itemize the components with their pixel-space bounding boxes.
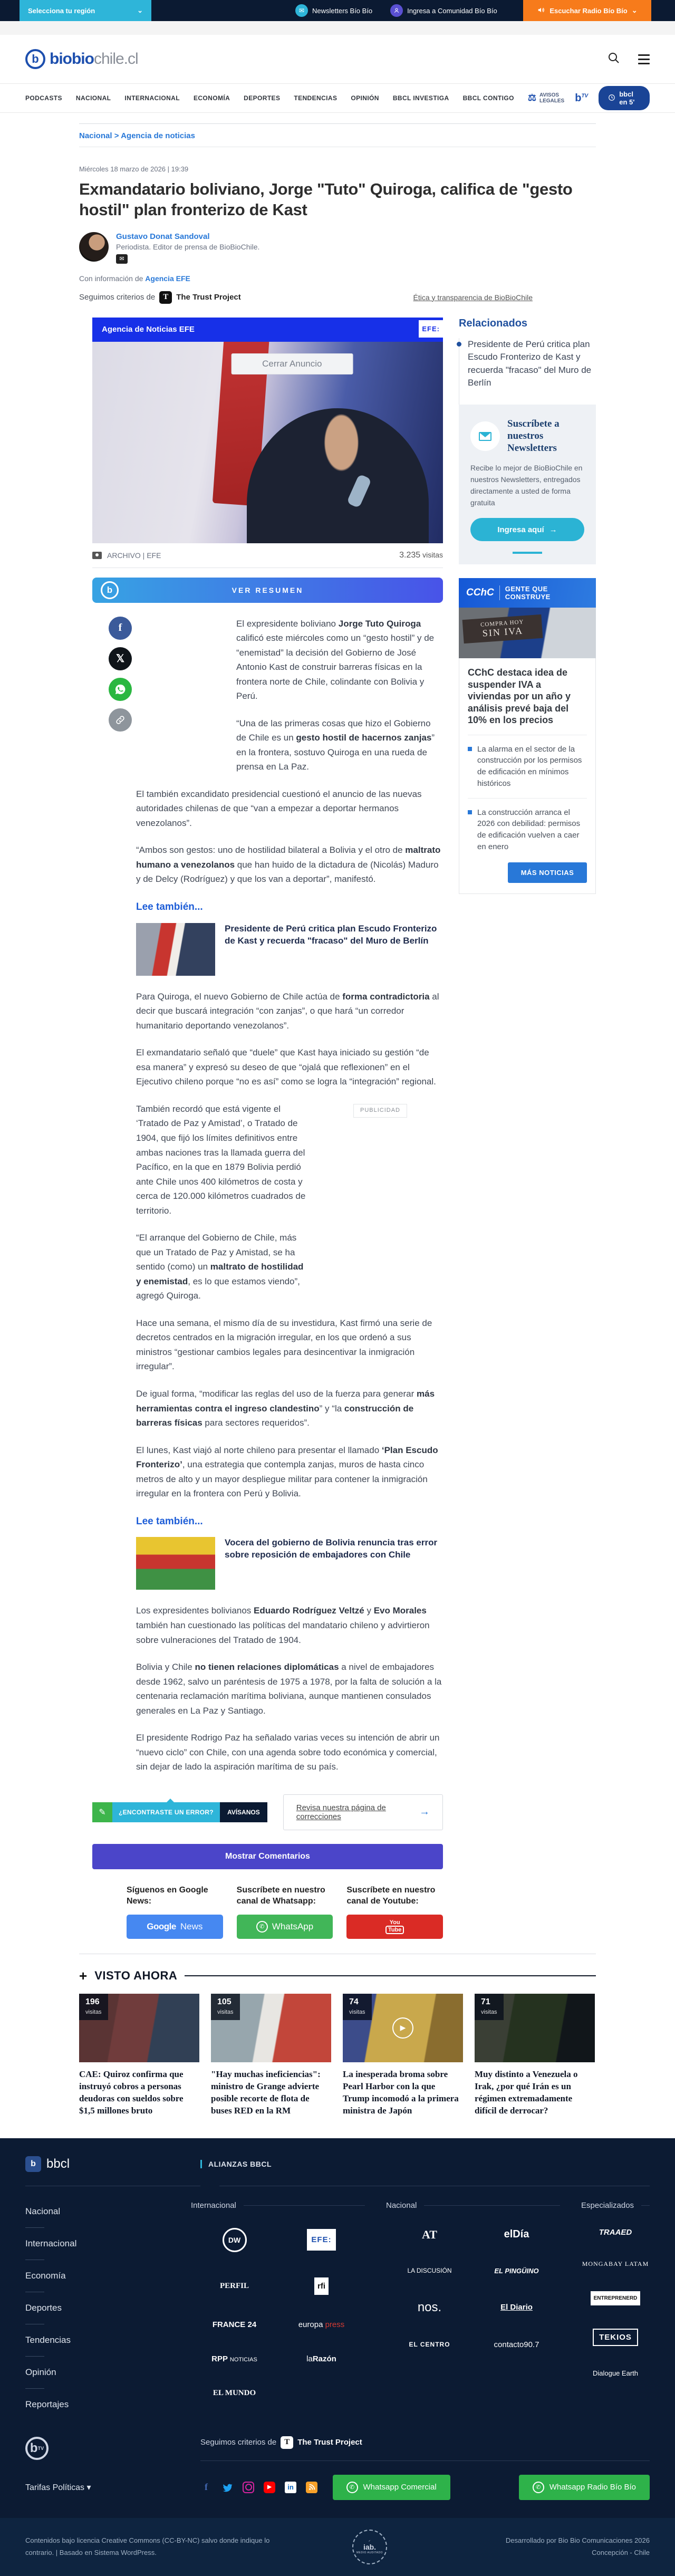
check-icon: ✓	[368, 2539, 371, 2543]
menu-icon[interactable]	[638, 54, 650, 64]
whatsapp-channel-label: Suscríbete en nuestro canal de Whatsapp:	[236, 1885, 325, 1906]
paragraph: El expresidente boliviano Jorge Tuto Quiroga calificó este miércoles como un “gesto hostil” y de “enemistad” la decisión del Gobierno de José Antonio Kast de construir barreras físicas en la frontera norte de Chile, colindante con Bolivia y Perú.	[236, 618, 435, 701]
paragraph: Los expresidentes bolivianos Eduardo Rodríguez Veltzé y Evo Morales también han cuestionado las políticas del mandatario chileno y advirtieron sobre vulneraciones del Tratado de 1904.	[136, 1606, 430, 1645]
paragraph: El lunes, Kast viajó al norte chileno para presentar el llamado ‘Plan Escudo Fronterizo’, una estrategia que contempla zanjas, muros de hasta cinco metros de alto y un mayor despliegue militar para contener la inmigración irregular en la frontera con Perú y Bolivia.	[136, 1445, 438, 1499]
partner-logo-traaed[interactable]: TRAAED	[599, 2227, 632, 2237]
nav-item-nacional[interactable]: NACIONAL	[75, 94, 111, 102]
paragraph: El también excandidato presidencial cuestionó el anuncio de las nuevas autoridades chilenas de que “van a empezar a deportar hermanos venezolanos”.	[136, 789, 422, 828]
efe-banner-label: Agencia de Noticias EFE	[102, 325, 195, 334]
whatsapp-icon: ✆	[533, 2482, 544, 2493]
site-header	[0, 35, 675, 83]
developer-credit: Desarrollado por Bio Bio Comunicaciones 2026 Concepción - Chile	[505, 2536, 650, 2556]
facebook-icon[interactable]: f	[205, 2482, 208, 2493]
footer-nav-deportes[interactable]: Deportes	[25, 2302, 62, 2313]
nav-item-internacional[interactable]: INTERNACIONAL	[124, 94, 180, 102]
read-also-title[interactable]: Presidente de Perú critica plan Escudo Fronterizo de Kast y recuerda "fracaso" del Muro de Berlín	[225, 923, 437, 946]
whatsapp-radio-button[interactable]: ✆ Whatsapp Radio Bío Bío	[519, 2475, 650, 2500]
nav-item-avisos-legales[interactable]: ⚖ AVISOS LEGALES	[527, 92, 565, 104]
footer-social-icons	[200, 2482, 317, 2493]
camera-icon	[92, 552, 102, 559]
biobio-mini-logo: b	[101, 581, 119, 599]
youtube-icon: You Tube	[385, 1919, 404, 1934]
author-role: Periodista. Editor de prensa de BioBioChile.	[116, 242, 260, 251]
nav-item-bbcl-contigo[interactable]: BBCL CONTIGO	[462, 94, 514, 102]
author-name[interactable]: Gustavo Donat Sandoval	[116, 232, 210, 241]
top-utility-bar	[0, 0, 675, 21]
facebook-share-button[interactable]: f	[109, 617, 132, 640]
paragraph: Para Quiroga, el nuevo Gobierno de Chile actúa de forma contradictoria al decir que buscará integración “con zanjas”, o que hará “un corredor humanitario deportando venezolanos”.	[136, 991, 439, 1031]
alianzas-heading: ALIANZAS BBCL	[200, 2160, 272, 2168]
chevron-down-icon: ⌄	[137, 6, 143, 14]
article-body	[136, 617, 443, 1787]
corrections-box	[283, 1794, 443, 1830]
justice-scale-icon: ⚖	[527, 92, 536, 103]
views-badge: 71 visitas	[475, 1994, 504, 2020]
newsletter-widget	[459, 405, 596, 564]
share-rail	[79, 617, 136, 1787]
whatsapp-icon: ✆	[256, 1921, 268, 1933]
btv-logo[interactable]: $b^{TV}$	[575, 92, 589, 104]
visto-card-image	[343, 1994, 463, 2062]
partner-logo-dw[interactable]: DW	[223, 2228, 247, 2252]
trust-project-label[interactable]: The Trust Project	[297, 2438, 362, 2447]
visto-card[interactable]	[211, 1994, 331, 2117]
partner-logo-perfil[interactable]: PERFIL	[219, 2281, 249, 2290]
partner-logo-mongabay[interactable]: MONGABAY LATAM	[582, 2260, 649, 2267]
gnews-label: Síguenos en Google News:	[127, 1885, 208, 1906]
alliance-group-especializados: Especializados TRAAED MONGABAY LATAM ENTREPRENERD TEKIOS Dialogue Earth	[581, 2200, 649, 2377]
play-icon[interactable]: ▶	[392, 2017, 413, 2039]
google-news-button[interactable]: Google News	[127, 1915, 223, 1939]
partner-logo-larazon[interactable]: laRazón	[306, 2354, 336, 2363]
sidebar	[459, 318, 596, 1954]
copy-link-button[interactable]	[109, 708, 132, 732]
logo-text-bold: biobio	[50, 50, 94, 68]
youtube-channel-label: Suscríbete en nuestro canal de Youtube:	[346, 1885, 436, 1906]
iab-audit-badge: ✓ iab. MEDIO AUDITADO	[352, 2530, 387, 2564]
show-comments-button[interactable]: Mostrar Comentarios	[92, 1844, 443, 1869]
more-news-button[interactable]: MÁS NOTICIAS	[508, 862, 587, 883]
whatsapp-icon: ✆	[346, 2482, 358, 2493]
paragraph: “Una de las primeras cosas que hizo el Gobierno de Chile es un gesto hostil de hacernos zanjas” en la frontera, sostuvo Quiroga en una rueda de prensa en La Paz.	[236, 718, 435, 772]
cchc-logo: CChC	[466, 587, 494, 599]
speaker-icon	[537, 6, 545, 15]
ad-sign: COMPRA HOY SIN IVA	[462, 614, 543, 643]
pencil-icon: ✎	[92, 1802, 112, 1822]
related-item[interactable]	[459, 338, 596, 405]
arrow-right-icon: →	[549, 525, 557, 534]
alliance-group-nacional: Nacional AT elDía LA DISCUSIÓN EL PINGÜINO nos. El Diario EL CENTRO contacto90.7	[386, 2201, 560, 2415]
biobio-logo-icon: b	[25, 49, 45, 69]
corrections-row	[92, 1794, 443, 1830]
footer-nav-nacional[interactable]: Nacional	[25, 2206, 61, 2216]
community-label: Ingresa a Comunidad Bío Bío	[407, 6, 497, 15]
partner-logo-dialogue-earth[interactable]: Dialogue Earth	[593, 2369, 638, 2377]
visto-ahora-grid	[79, 1994, 596, 2138]
footer-nav	[25, 2201, 191, 2415]
footer-nav-opinion[interactable]: Opinión	[25, 2367, 56, 2377]
plus-icon: +	[79, 1967, 88, 1984]
trust-project-icon: T	[159, 291, 172, 304]
related-item-title[interactable]: Presidente de Perú critica plan Escudo Fronterizo de Kast y recuerda "fracaso" del Muro de Berlín	[468, 339, 592, 388]
error-cta-label: AVÍSANOS	[220, 1802, 267, 1822]
partner-logo-ladiscusion[interactable]: LA DISCUSIÓN	[407, 2267, 452, 2275]
speaker-silhouette	[247, 408, 429, 543]
arrow-right-icon: →	[419, 1806, 430, 1818]
byline	[79, 232, 596, 264]
footer-trust-row: Seguimos criterios de T The Trust Project	[200, 2436, 650, 2449]
summary-button-label: VER RESUMEN	[232, 585, 304, 594]
site-footer	[0, 2138, 675, 2576]
efe-logo: EFE:	[419, 320, 443, 338]
efe-ad-banner[interactable]	[92, 318, 443, 342]
partner-logo-france24[interactable]: FRANCE 24	[212, 2320, 257, 2329]
partner-logo-efe[interactable]: EFE:	[307, 2229, 335, 2251]
footer-nav-tendencias[interactable]: Tendencias	[25, 2334, 71, 2345]
breadcrumb-section[interactable]: Nacional	[79, 131, 112, 140]
collapsed-ad-placeholder	[136, 617, 236, 770]
bullet-icon	[468, 810, 472, 814]
partner-logo-contacto907[interactable]: contacto90.7	[494, 2340, 539, 2349]
whatsapp-share-button[interactable]	[109, 678, 132, 701]
partner-logo-eldia[interactable]: elDía	[504, 2228, 529, 2241]
bbcl-en-5-button[interactable]	[599, 86, 650, 110]
visto-card[interactable]	[343, 1994, 463, 2117]
region-selector-label: Selecciona tu región	[28, 6, 95, 15]
trust-row	[79, 291, 596, 304]
views-count: 3.235	[399, 550, 421, 560]
nav-item-deportes[interactable]: DEPORTES	[244, 94, 281, 102]
footer-nav-economia[interactable]: Economía	[25, 2270, 66, 2281]
cchc-ad-banner[interactable]	[459, 578, 596, 608]
partner-logo-entreprenerd[interactable]: ENTREPRENERD	[591, 2291, 641, 2305]
partner-logo-at[interactable]: AT	[422, 2227, 437, 2241]
author-avatar[interactable]	[79, 232, 109, 262]
paragraph: Hace una semana, el mismo día de su investidura, Kast firmó una serie de decretos centrados en la migración irregular, en los que ordenó a sus ministros “gestionar cambios legales para desincentivar la inmigración irregular”.	[136, 1318, 432, 1372]
corrections-link[interactable]: Revisa nuestra página de correcciones	[296, 1803, 386, 1821]
article-column	[79, 318, 443, 1954]
visto-ahora-heading: VISTO AHORA	[94, 1969, 178, 1983]
x-share-button[interactable]: 𝕏	[109, 647, 132, 670]
site-logo[interactable]	[25, 49, 138, 69]
views-label: visitas	[422, 550, 443, 559]
bbcl-logo-icon: b	[25, 2156, 41, 2172]
footer-legal-strip	[0, 2518, 675, 2576]
visto-card[interactable]	[79, 1994, 199, 2117]
paragraph: Bolivia y Chile no tienen relaciones diplomáticas a nivel de embajadores desde 1962, salvo un paréntesis de 1975 a 1978, por la falta de solución a la centenaria reclamación marítima boliviana, aunque mantienen consulados generales en La Paz y Santiago.	[136, 1662, 442, 1716]
twitter-icon[interactable]	[221, 2482, 233, 2493]
search-icon[interactable]	[608, 52, 620, 67]
partner-logo-elpinguino[interactable]: EL PINGÜINO	[494, 2266, 539, 2275]
bullet-icon	[468, 747, 472, 751]
partner-logo-eldiario[interactable]: El Diario	[500, 2303, 533, 2312]
visto-card-title[interactable]: CAE: Quiroz confirma que instruyó cobros a personas deudoras con sueldos sobre $1,5 millones bruto	[79, 2069, 184, 2116]
clock-icon	[608, 94, 615, 103]
footer-nav-reportajes[interactable]: Reportajes	[25, 2399, 69, 2409]
visto-card-image	[79, 1994, 199, 2062]
cchc-ad-widget	[459, 658, 596, 894]
read-also-card[interactable]	[136, 1537, 443, 1590]
partner-logo-tekios[interactable]: TEKIOS	[593, 2329, 638, 2346]
ad-headline[interactable]: CChC destaca idea de suspender IVA a viviendas por un año y análisis prevé baja del 10% en los precios	[468, 667, 571, 726]
error-question-label: ¿ENCONTRASTE UN ERROR?	[112, 1802, 220, 1822]
read-also-title[interactable]: Vocera del gobierno de Bolivia renuncia tras error sobre reposición de embajadores con Chile	[225, 1537, 438, 1560]
radio-label: Escuchar Radio Bío Bío	[549, 6, 628, 15]
chevron-down-icon: ⌄	[631, 6, 638, 14]
partner-logo-rfi[interactable]: rfi	[314, 2277, 329, 2295]
views-badge: 196 visitas	[79, 1994, 108, 2020]
image-caption: ARCHIVO | EFE	[107, 551, 161, 560]
source-info: Con información de Agencia EFE	[79, 274, 190, 283]
article-hero-image	[92, 342, 443, 543]
visto-card-title[interactable]: Muy distinto a Venezuela o Irak, ¿por qué Irán es un régimen extremadamente difícil de derrocar?	[475, 2069, 578, 2116]
whatsapp-comercial-button[interactable]: ✆ Whatsapp Comercial	[333, 2475, 450, 2500]
nav-item-economia[interactable]: ECONOMÍA	[193, 94, 230, 102]
newsletters-label: Newsletters Bío Bío	[312, 6, 373, 15]
linkedin-icon[interactable]: in	[285, 2482, 296, 2493]
summary-button[interactable]	[92, 578, 443, 603]
partner-logo-europapress[interactable]: europa press	[298, 2320, 345, 2329]
inline-ad-slot	[317, 1102, 443, 1276]
paragraph: De igual forma, “modificar las reglas del uso de la fuerza para generar más herramientas contra el ingreso clandestino” y “la construcción de barreras físicas para sectores requeridos”.	[136, 1388, 435, 1428]
cchc-claim: GENTE QUE CONSTRUYE	[505, 585, 551, 601]
community-link[interactable]	[390, 4, 497, 17]
breadcrumb-subsection[interactable]: Agencia de noticias	[121, 131, 195, 140]
ad-bullet-item[interactable]: La alarma en el sector de la construcción por los permisos de edificación en mínimos históricos	[468, 735, 587, 790]
trust-prefix: Seguimos criterios de	[79, 293, 156, 302]
newsletter-envelope-icon	[470, 421, 500, 451]
main-navigation	[0, 83, 675, 113]
close-ad-button[interactable]: Cerrar Anuncio	[231, 353, 353, 374]
views-badge: 74 visitas	[343, 1994, 372, 2020]
read-also-heading: Lee también...	[136, 1515, 203, 1527]
read-also-thumbnail	[136, 923, 215, 976]
paragraph: El exmandatario señaló que “duele” que Kast haya iniciado su gestión “de esa manera” y expresó su deseo de que “ojalá que reflexionen” en el Ejecutivo chileno porque “no es así” como se logra la “integración” regional.	[136, 1047, 436, 1087]
visto-card[interactable]	[475, 1994, 595, 2117]
ethics-link[interactable]: Ética y transparencia de BioBioChile	[413, 293, 533, 302]
nav-item-opinion[interactable]: OPINIÓN	[351, 94, 379, 102]
listen-radio-button[interactable]	[523, 0, 651, 21]
partner-logo-nos[interactable]: nos.	[417, 2300, 442, 2314]
partner-logo-elmundo[interactable]: EL MUNDO	[213, 2388, 256, 2397]
tarifas-politicas-link[interactable]: Tarifas Políticas ▾	[25, 2483, 91, 2492]
article-title: Exmandatario boliviano, Jorge "Tuto" Quiroga, califica de "gesto hostil" plan fronterizo de Kast	[79, 180, 573, 219]
ad-bullet-item[interactable]: La construcción arranca el 2026 con debilidad: permisos de edificación vuelven a caer en enero	[468, 798, 587, 853]
rss-icon[interactable]	[306, 2482, 317, 2493]
newsletter-signup-button[interactable]: Ingresa aquí →	[470, 518, 584, 541]
paragraph: También recordó que está vigente el ‘Tratado de Paz y Amistad’, o Tratado de 1904, que fijó los límites definitivos entre ambas naciones tras la llamada guerra del Pacífico, en la que en 1879 Bolivia perdió ante Chile unos 400 kilómetros de costa y cerca de 120.000 kilómetros cuadrados de territorio.	[136, 1103, 306, 1216]
paragraph: El presidente Rodrigo Paz ha señalado varias veces su intención de abrir un “nuevo ciclo” con Chile, con una agenda sobre todo económica y comercial, sin dejar de lado la aspiración marítima de su país.	[136, 1733, 440, 1772]
footer-btv-logo[interactable]: b TV	[25, 2437, 200, 2460]
paragraph: “Ambos son gestos: uno de hostilidad bilateral a Bolivia y el otro de maltrato humano a venezolanos que han huido de la dictadura de (Nicolás) Maduro y de Delcy (Rodríguez) y que los van a deportar”, manifestó.	[136, 845, 441, 885]
visto-card-image	[211, 1994, 331, 2062]
source-link[interactable]: Agencia EFE	[145, 274, 190, 283]
error-report-bar[interactable]	[92, 1802, 267, 1822]
envelope-icon: ✉	[295, 4, 308, 17]
nav-item-podcasts[interactable]: PODCASTS	[25, 94, 62, 102]
read-also-card[interactable]	[136, 923, 443, 976]
related-heading: Relacionados	[459, 317, 528, 329]
whatsapp-channel-button[interactable]: ✆ WhatsApp	[237, 1915, 333, 1939]
region-selector[interactable]	[20, 0, 151, 21]
decorative-line	[185, 1975, 596, 1976]
alliance-group-internacional: Internacional DW EFE: PERFIL rfi FRANCE 24 europa press RPP NOTICIAS laRazón EL MUNDO	[191, 2201, 365, 2415]
license-text: Contenidos bajo licencia Creative Commons (CC-BY-NC) salvo donde indique lo contrario. | Basado en Sistema WordPress.	[25, 2536, 270, 2556]
newsletter-title: Suscríbete a nuestros Newsletters	[507, 418, 560, 454]
follow-section	[127, 1885, 443, 1954]
article-date: Miércoles 18 marzo de 2026 | 19:39	[79, 165, 189, 173]
nav-item-tendencias[interactable]: TENDENCIAS	[294, 94, 338, 102]
partner-logo-rpp[interactable]: RPP NOTICIAS	[211, 2354, 257, 2363]
ad-label: PUBLICIDAD	[353, 1104, 407, 1118]
partner-logo-elcentro[interactable]: EL CENTRO	[409, 2341, 450, 2349]
divider	[200, 2460, 650, 2461]
bbcl-en-5-label: bbcl en 5'	[619, 90, 635, 106]
footer-nav-internacional[interactable]: Internacional	[25, 2238, 77, 2248]
breadcrumb: Nacional > Agencia de noticias	[79, 124, 596, 147]
visto-card-title[interactable]: La inesperada broma sobre Pearl Harbor con la que Trump incomodó a la primera ministra de Japón	[343, 2069, 459, 2116]
newsletters-link[interactable]	[295, 4, 372, 17]
read-also-heading: Lee también...	[136, 901, 203, 912]
youtube-icon[interactable]: ▶	[264, 2482, 275, 2493]
author-email-icon[interactable]: ✉	[116, 254, 128, 264]
visto-card-title[interactable]: "Hay muchas ineficiencias": ministro de Grange advierte posible recorte de flota de buses RED en la RM	[211, 2069, 321, 2116]
visto-card-image	[475, 1994, 595, 2062]
paragraph: “El arranque del Gobierno de Chile, más que un Tratado de Paz y Amistad, se ha sentido (como) un maltrato de hostilidad y enemistad, es lo que estamos viendo”, agregó Quiroga.	[136, 1233, 304, 1301]
user-icon	[390, 4, 403, 17]
views-badge: 105 visitas	[211, 1994, 240, 2020]
trust-project-icon: T	[281, 2436, 293, 2449]
trust-project-label[interactable]: The Trust Project	[176, 293, 241, 302]
youtube-channel-button[interactable]	[346, 1915, 443, 1939]
instagram-icon[interactable]	[243, 2482, 254, 2493]
logo-text-light: chile.cl	[93, 50, 138, 68]
footer-logo[interactable]: b bbcl	[25, 2156, 200, 2172]
bullet-icon	[457, 342, 461, 347]
header-spacer	[0, 21, 675, 35]
newsletter-text: Recibe lo mejor de BioBioChile en nuestros Newsletters, entregados directamente a usted de forma gratuita	[470, 464, 583, 507]
cchc-ad-image[interactable]	[459, 608, 596, 658]
divider	[499, 585, 500, 600]
nav-item-bbcl-investiga[interactable]: BBCL INVESTIGA	[392, 94, 449, 102]
read-also-thumbnail	[136, 1537, 215, 1590]
